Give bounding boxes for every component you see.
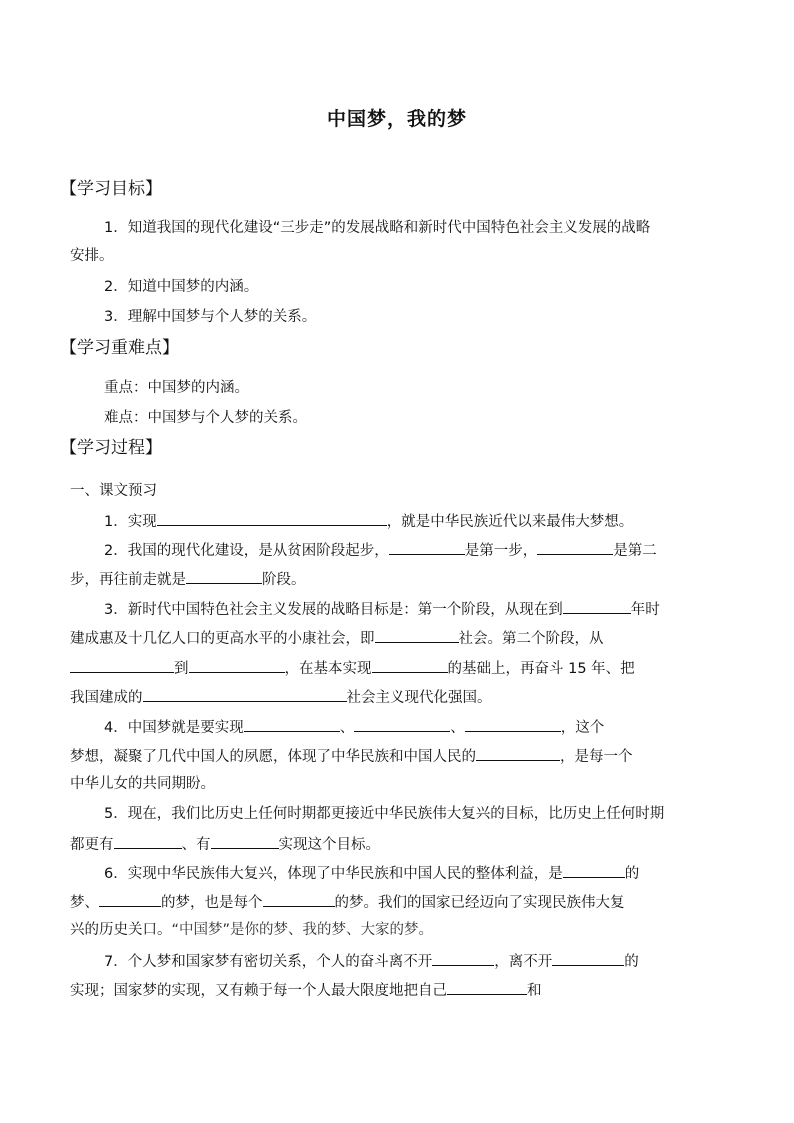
q5-text-c: 、有 [181,837,211,853]
page-title: 中国梦，我的梦 [326,108,467,130]
q4-text-c: 、 [450,720,465,736]
q7-blank-3[interactable] [447,979,527,995]
preview-subheading: 一、课文预习 [70,483,157,499]
q3-text-d: 社会。第二个阶段，从 [458,631,604,647]
q4-blank-1[interactable] [244,716,340,732]
q5-text-b: 都更有 [70,837,114,853]
question-6 [104,862,639,884]
objective-1: 1．知道我国的现代化建设“三步走”的发展战略和新时代中国特色社会主义发展的战略 [104,220,651,236]
question-6-line-3 [70,920,433,940]
q3-text-b: 年时 [630,602,660,618]
focus-point: 重点：中国梦的内涵。 [104,380,249,396]
q5-text-d: 实现这个目标。 [278,837,380,853]
objective-1-cont: 安排。 [70,248,114,264]
q2-text-d: 步，再往前走就是 [70,572,186,588]
question-3-line-4 [70,686,492,708]
q4-text-a: 4．中国梦就是要实现 [104,720,244,736]
q4-blank-3[interactable] [465,716,561,732]
question-4-line-3: 中华儿女的共同期盼。 [70,776,215,792]
q3-blank-4[interactable] [189,657,285,673]
question-3-line-2 [70,627,604,649]
q6-text-c: 梦、 [70,895,99,911]
q6-text-g: “中国梦”是你的梦、我的梦、大家的梦。 [171,922,434,938]
objectives-heading: 【学习目标】 [60,179,162,199]
q7-text-a: 7．个人梦和国家梦有密切关系，个人的奋斗离不开 [104,954,433,970]
difficulty-point: 难点：中国梦与个人梦的关系。 [104,410,307,426]
q4-blank-4[interactable] [476,745,560,761]
q3-text-a: 3．新时代中国特色社会主义发展的战略目标是：第一个阶段，从现在到 [104,602,563,618]
q1-text-b: ，就是中华民族近代以来最伟大梦想。 [386,514,634,530]
q7-text-e: 和 [527,983,542,999]
q2-text-e: 阶段。 [262,572,306,588]
q6-blank-3[interactable] [263,891,335,907]
q3-blank-6[interactable] [143,686,347,702]
q3-text-c: 建成惠及十几亿人口的更高水平的小康社会，即 [70,631,375,647]
q6-text-b: 的 [624,866,640,882]
q2-text-c: 是第二 [613,543,657,559]
q6-blank-1[interactable] [563,862,625,878]
q4-text-f: ，是每一个 [560,749,633,765]
q3-text-h: 我国建成的 [70,690,143,706]
q5-blank-2[interactable] [211,833,279,849]
question-1 [104,510,633,532]
q3-blank-1[interactable] [563,598,631,614]
question-4-line-2 [70,745,633,767]
question-6-line-2 [70,891,625,913]
objective-2: 2．知道中国梦的内涵。 [104,279,259,295]
q3-blank-5[interactable] [372,657,448,673]
q7-text-d: 实现；国家梦的实现，又有赖于每一个人最大限度地把自己 [70,983,447,999]
q6-blank-2[interactable] [99,891,161,907]
q7-blank-2[interactable] [552,950,624,966]
q4-blank-2[interactable] [354,716,450,732]
q2-blank-2[interactable] [537,539,613,555]
q1-blank-1[interactable] [157,510,387,526]
q2-text-a: 2．我国的现代化建设，是从贫困阶段起步， [104,543,389,559]
process-heading: 【学习过程】 [60,438,162,458]
q3-text-g: 的基础上，再奋斗 15 年、把 [447,661,635,677]
q6-text-f: 兴的历史关口。 [70,922,172,938]
key-points-heading: 【学习重难点】 [60,338,179,358]
q3-blank-3[interactable] [70,657,174,673]
q3-text-e: 到 [174,661,189,677]
q7-text-b: ，离不开 [494,954,553,970]
q2-blank-3[interactable] [186,568,262,584]
question-7-line-2 [70,979,542,1001]
q2-text-b: 是第一步， [464,543,538,559]
q6-text-d: 的梦，也是每个 [161,895,263,911]
objective-3: 3．理解中国梦与个人梦的关系。 [104,309,317,325]
question-2-cont [70,568,306,590]
question-3 [104,598,660,620]
q6-text-e: 的梦。我们的国家已经迈向了实现民族伟大复 [334,895,625,911]
q6-text-a: 6．实现中华民族伟大复兴，体现了中华民族和中国人民的整体利益，是 [104,866,563,882]
question-2 [104,539,657,561]
q7-text-c: 的 [624,954,639,970]
question-3-line-3 [70,657,635,679]
q1-text-a: 1．实现 [104,514,157,530]
q3-text-f: ，在基本实现 [284,661,372,677]
q4-text-e: 梦想，凝聚了几代中国人的夙愿，体现了中华民族和中国人民的 [70,749,476,765]
question-5: 5．现在，我们比历史上任何时期都更接近中华民族伟大复兴的目标，比历史上任何时期 [104,806,665,822]
q7-blank-1[interactable] [432,950,494,966]
q3-blank-2[interactable] [375,627,459,643]
q4-text-b: 、 [339,720,355,736]
q2-blank-1[interactable] [389,539,465,555]
question-5-line-2 [70,833,380,855]
q3-text-i: 社会主义现代化强国。 [346,690,492,706]
question-7 [104,950,639,972]
q4-text-d: ，这个 [560,720,605,736]
question-4 [104,716,604,738]
q5-blank-1[interactable] [114,833,182,849]
